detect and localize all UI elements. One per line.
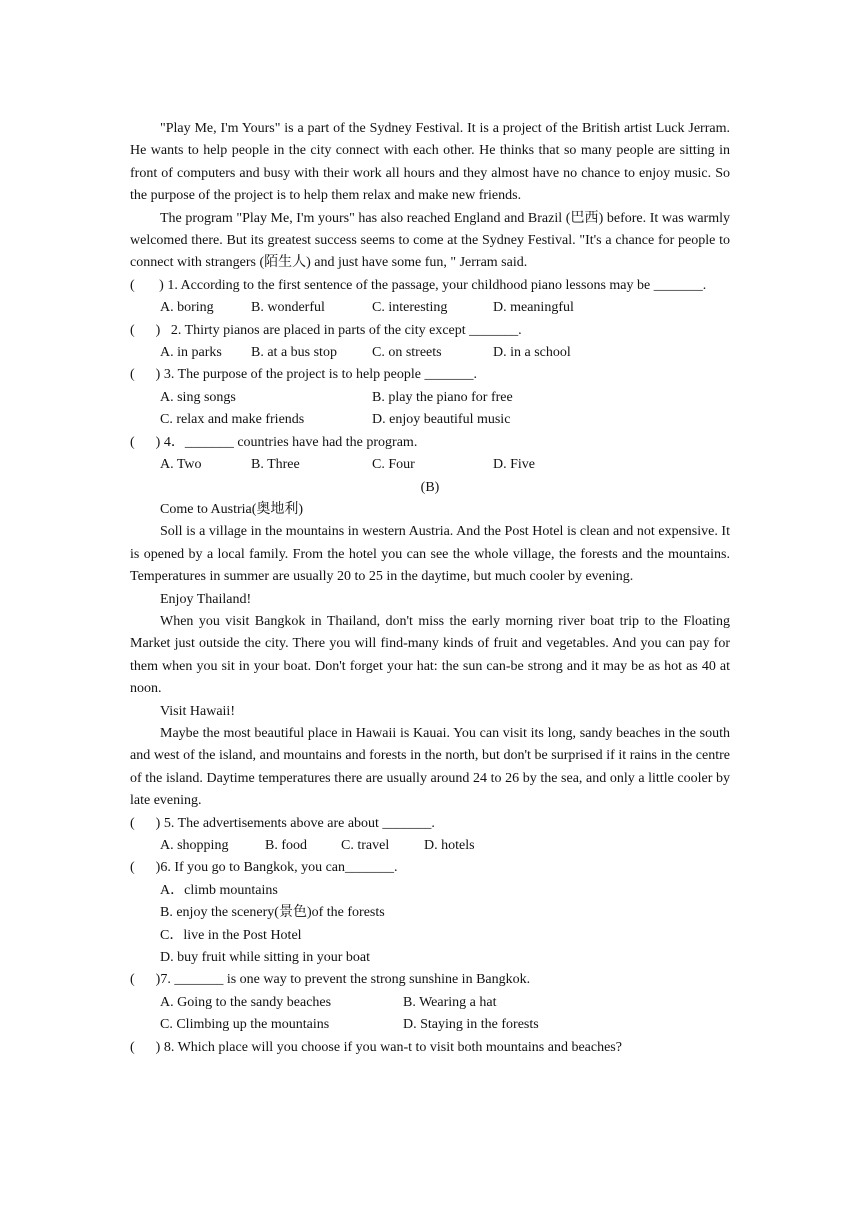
passage-a-paragraph-2: The program "Play Me, I'm yours" has also reached England and Brazil (巴西) before. It was warmly welcomed there. But its greatest success seems to come at the Sydney Festival. "It's a chance for people to connect with strangers (陌生人) and just have some fun, " Jerram said. bbox=[130, 210, 730, 271]
question-3-options-row-2 bbox=[130, 409, 730, 431]
q2-option-a: A. in parks bbox=[160, 345, 222, 361]
question-7-options-row-1 bbox=[130, 992, 730, 1014]
q4-option-b: B. Three bbox=[251, 457, 300, 473]
question-5-options bbox=[130, 835, 730, 857]
q6-option-d: D. buy fruit while sitting in your boat bbox=[160, 950, 370, 966]
question-1-stem: ( ) 1. According to the first sentence of the passage, your childhood piano lessons may be _______. bbox=[130, 277, 707, 293]
question-6-stem: ( )6. If you go to Bangkok, you can_______. bbox=[130, 860, 398, 876]
passage-a-paragraph-1: "Play Me, I'm Yours" is a part of the Sydney Festival. It is a project of the British artist Luck Jerram. He wants to help people in the city connect with each other. He thinks that so many people are sitting in front of computers and busy with their work all hours and they almost have no chance to enjoy music. So the purpose of the project is to help them relax and make new friends. bbox=[130, 121, 730, 204]
question-7-options-row-2 bbox=[130, 1014, 730, 1036]
question-3-stem: ( ) 3. The purpose of the project is to help people _______. bbox=[130, 367, 477, 383]
q7-option-c: C. Climbing up the mountains bbox=[160, 1017, 330, 1033]
q6-option-c: C．live in the Post Hotel bbox=[160, 927, 302, 943]
ad-thailand-title: Enjoy Thailand! bbox=[160, 591, 252, 607]
ad-austria-text: Soll is a village in the mountains in western Austria. And the Post Hotel is clean and not expensive. It is opened by a local family. From the hotel you can see the whole village, the forests and the mountains. Temperatures in summer are usually 20 to 25 in the daytime, but much cooler by evening. bbox=[130, 524, 730, 585]
ad-thailand-text: When you visit Bangkok in Thailand, don't miss the early morning river boat trip to the Floating Market just outside the city. There you will find-many kinds of fruit and vegetables. And you can pay for them when you sit in your boat. Don't forget your hat: the sun can-be strong and it may be as hot as 40 at noon. bbox=[130, 613, 730, 697]
q4-option-c: C. Four bbox=[372, 457, 415, 473]
q6-option-b: B. enjoy the scenery(景色)of the forests bbox=[160, 905, 385, 921]
q6-option-a: A．climb mountains bbox=[160, 882, 278, 898]
q2-option-c: C. on streets bbox=[372, 345, 442, 361]
question-7-stem: ( )7. _______ is one way to prevent the strong sunshine in Bangkok. bbox=[130, 972, 531, 988]
q7-option-b: B. Wearing a hat bbox=[403, 994, 497, 1010]
q4-option-a: A. Two bbox=[160, 457, 202, 473]
q3-option-c: C. relax and make friends bbox=[160, 412, 305, 428]
question-3-options-row-1 bbox=[130, 387, 730, 409]
question-4-options bbox=[130, 454, 730, 476]
document-page bbox=[130, 118, 730, 1059]
q7-option-d: D. Staying in the forests bbox=[403, 1017, 539, 1033]
ad-austria-title: Come to Austria(奥地利) bbox=[160, 501, 304, 517]
q1-option-d: D. meaningful bbox=[493, 300, 574, 316]
q5-option-b: B. food bbox=[265, 838, 307, 853]
question-2-options bbox=[130, 342, 730, 364]
question-2-stem: ( ) 2. Thirty pianos are placed in parts of the city except _______. bbox=[130, 322, 522, 338]
ad-hawaii-title: Visit Hawaii! bbox=[160, 703, 235, 719]
q2-option-d: D. in a school bbox=[493, 345, 571, 361]
q4-option-d: D. Five bbox=[493, 457, 535, 473]
question-8-stem: ( ) 8. Which place will you choose if you wan-t to visit both mountains and beaches? bbox=[130, 1039, 622, 1055]
question-5-stem: ( ) 5. The advertisements above are about _______. bbox=[130, 815, 435, 831]
q5-option-c: C. travel bbox=[341, 838, 390, 853]
q1-option-a: A. boring bbox=[160, 300, 214, 316]
q3-option-d: D. enjoy beautiful music bbox=[372, 412, 511, 428]
section-b-label: (B) bbox=[420, 479, 440, 495]
q1-option-c: C. interesting bbox=[372, 300, 448, 316]
q1-option-b: B. wonderful bbox=[251, 300, 325, 316]
q3-option-a: A. sing songs bbox=[160, 389, 236, 405]
question-4-stem: ( ) 4．_______ countries have had the program. bbox=[130, 434, 418, 450]
q7-option-a: A. Going to the sandy beaches bbox=[160, 994, 332, 1010]
q2-option-b: B. at a bus stop bbox=[251, 345, 337, 361]
q5-option-a: A. shopping bbox=[160, 838, 229, 853]
q5-option-d: D. hotels bbox=[424, 838, 475, 853]
question-1-options bbox=[130, 297, 730, 319]
q3-option-b: B. play the piano for free bbox=[372, 389, 513, 405]
ad-hawaii-text: Maybe the most beautiful place in Hawaii is Kauai. You can visit its long, sandy beaches in the south and west of the island, and mountains and forests in the north, but don't be surprised if it rains in the centre of the island. Daytime temperatures there are usually around 24 to 26 by the sea, and only a little cooler by late evening. bbox=[130, 725, 730, 809]
